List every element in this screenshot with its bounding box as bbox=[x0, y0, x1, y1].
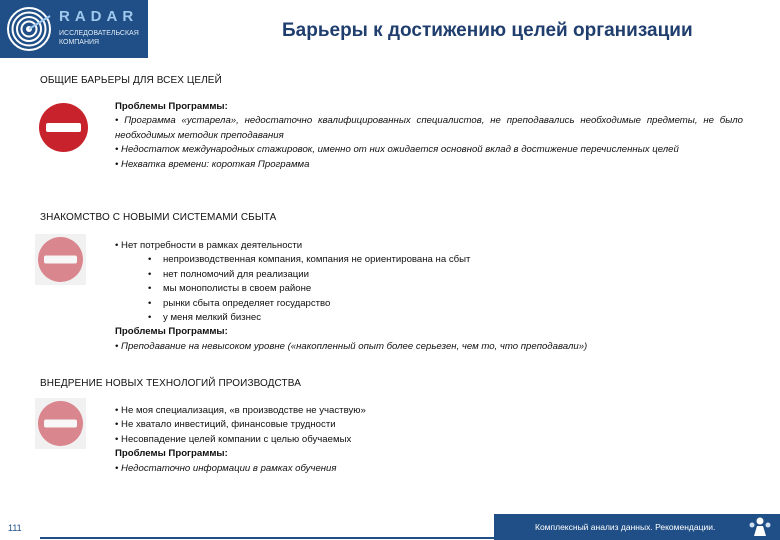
list-item: • Программа «устарела», недостаточно квалифицированных специалистов, не преподавались необходимые предметы, не было необходимых методик преподавания bbox=[115, 115, 743, 141]
page-number: 111 bbox=[8, 523, 22, 533]
section-title-general-barriers: ОБЩИЕ БАРЬЕРЫ ДЛЯ ВСЕХ ЦЕЛЕЙ bbox=[40, 75, 222, 86]
section-body-new-sales-systems bbox=[115, 239, 743, 354]
section-title-new-technologies: ВНЕДРЕНИЕ НОВЫХ ТЕХНОЛОГИЙ ПРОИЗВОДСТВА bbox=[40, 378, 301, 389]
list-item: • Не моя специализация, «в производстве не участвую» bbox=[115, 405, 366, 416]
section-body-new-technologies bbox=[115, 404, 743, 476]
section-heading: Проблемы Программы: bbox=[115, 448, 228, 460]
section-title-new-sales-systems: ЗНАКОМСТВО С НОВЫМИ СИСТЕМАМИ СБЫТА bbox=[40, 212, 277, 223]
list-item: • нет полномочий для реализации bbox=[115, 268, 743, 282]
list-item: • Нехватка времени: короткая Программа bbox=[115, 158, 310, 170]
radar-rings-icon bbox=[6, 6, 52, 52]
list-item: • Не хватало инвестиций, финансовые трудности bbox=[115, 419, 336, 431]
logo-wordmark: RADAR bbox=[59, 8, 139, 25]
footer-caption: Комплексный анализ данных. Рекомендации. bbox=[535, 522, 716, 532]
section-heading: Проблемы Программы: bbox=[115, 101, 228, 112]
section-body-general-barriers bbox=[115, 100, 743, 172]
logo-subtitle: ИССЛЕДОВАТЕЛЬСКАЯ КОМПАНИЯ bbox=[59, 30, 139, 46]
company-logo bbox=[0, 0, 148, 58]
list-item: • Нет потребности в рамках деятельности bbox=[115, 240, 303, 251]
list-item: • Недостаточно информации в рамках обучения bbox=[115, 462, 337, 474]
no-entry-sign-icon bbox=[35, 234, 86, 285]
list-item: • Преподавание на невысоком уровне («накопленный опыт более серьезен, чем то, что преподавали») bbox=[115, 340, 588, 352]
sub-list bbox=[115, 253, 743, 325]
people-icon bbox=[748, 516, 772, 538]
list-item: • у меня мелкий бизнес bbox=[115, 311, 743, 325]
list-item: • непроизводственная компания, компания не ориентирована на сбыт bbox=[115, 253, 743, 267]
header bbox=[0, 0, 780, 66]
page-title: Барьеры к достижению целей организации bbox=[282, 20, 693, 41]
no-entry-sign-icon bbox=[35, 398, 86, 449]
no-entry-sign-icon bbox=[38, 102, 89, 153]
list-item: • мы монополисты в своем районе bbox=[115, 282, 743, 296]
list-item: • Недостаток международных стажировок, именно от них ожидается основной вклад в достижение перечисленных целей bbox=[115, 144, 679, 156]
list-item: • рынки сбыта определяет государство bbox=[115, 297, 743, 311]
list-item: • Несовпадение целей компании с целью обучаемых bbox=[115, 433, 352, 445]
section-heading: Проблемы Программы: bbox=[115, 326, 228, 338]
